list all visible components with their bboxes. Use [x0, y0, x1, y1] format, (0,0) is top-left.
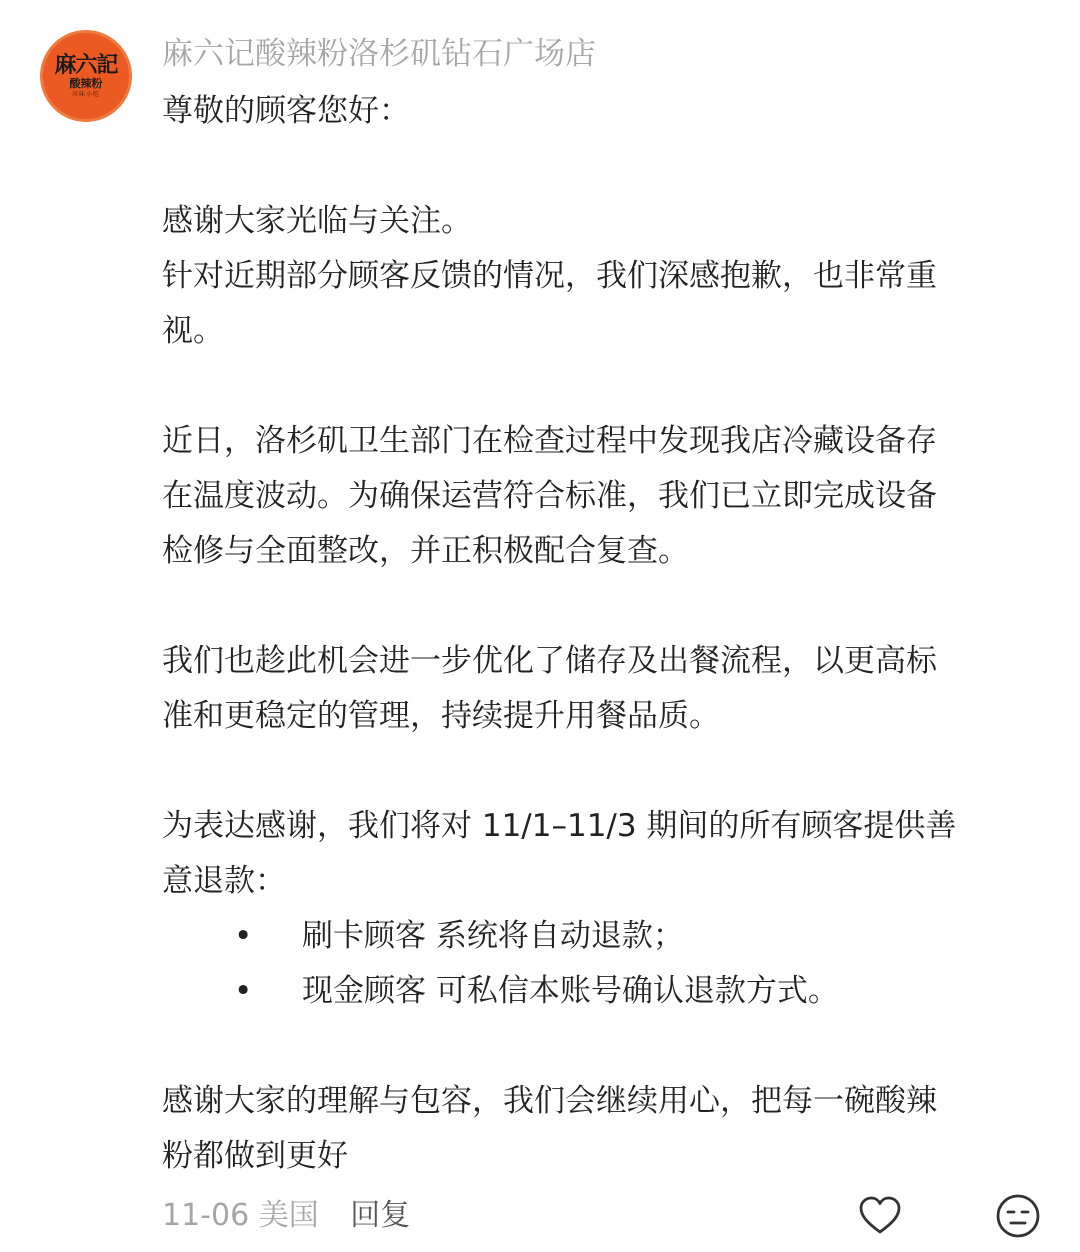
para4-line1: 为表达感谢，我们将对 11/1–11/3 期间的所有顾客提供善 [162, 808, 957, 844]
heart-icon[interactable] [856, 1192, 904, 1240]
para1-line2b: 视。 [162, 313, 224, 349]
reply-button[interactable]: 回复 [350, 1198, 411, 1233]
para1-line2a: 针对近期部分顾客反馈的情况，我们深感抱歉，也非常重 [162, 258, 937, 294]
paragraph-gap [162, 359, 1042, 414]
para5-line2: 粉都做到更好 [162, 1138, 348, 1174]
bullet-dot: • [234, 973, 253, 1009]
refund-list-item [162, 964, 1042, 1019]
avatar-logo-tiny-text: 川味小吃 [71, 91, 100, 98]
para2-line2: 在温度波动。为确保运营符合标准，我们已立即完成设备 [162, 478, 937, 514]
para2-line3: 检修与全面整改，并正积极配合复查。 [162, 533, 689, 569]
author-name[interactable]: 麻六记酸辣粉洛杉矶钻石广场店 [162, 36, 596, 72]
paragraph-gap [162, 744, 1042, 799]
paragraph-gap [162, 579, 1042, 634]
comment-date: 11-06 [162, 1198, 250, 1233]
avatar-logo-text: 麻六記 [54, 52, 118, 78]
emoji-icon[interactable] [994, 1192, 1042, 1240]
avatar-logo-subtext: 酸辣粉 [69, 77, 103, 90]
comment-location: 美国 [258, 1198, 319, 1233]
refund-item-card: 刷卡顾客 系统将自动退款； [302, 918, 684, 954]
refund-item-cash: 现金顾客 可私信本账号确认退款方式。 [302, 973, 839, 1009]
para3-line1: 我们也趁此机会进一步优化了储存及出餐流程，以更高标 [162, 643, 937, 679]
para5-line1: 感谢大家的理解与包容，我们会继续用心，把每一碗酸辣 [162, 1083, 937, 1119]
para2-line1: 近日，洛杉矶卫生部门在检查过程中发现我店冷藏设备存 [162, 423, 937, 459]
comment-avatar[interactable] [40, 30, 132, 122]
comment-body [162, 84, 1042, 1184]
bullet-dot: • [234, 918, 253, 954]
comment-meta [162, 1192, 410, 1240]
greeting-text: 尊敬的顾客您好： [162, 93, 410, 129]
para4-line2: 意退款： [162, 863, 286, 899]
refund-list [162, 909, 1042, 1019]
paragraph-gap [162, 1019, 1042, 1074]
para1-line1: 感谢大家光临与关注。 [162, 203, 472, 239]
para3-line2: 准和更稳定的管理，持续提升用餐品质。 [162, 698, 720, 734]
paragraph-gap [162, 139, 1042, 194]
refund-list-item [162, 909, 1042, 964]
